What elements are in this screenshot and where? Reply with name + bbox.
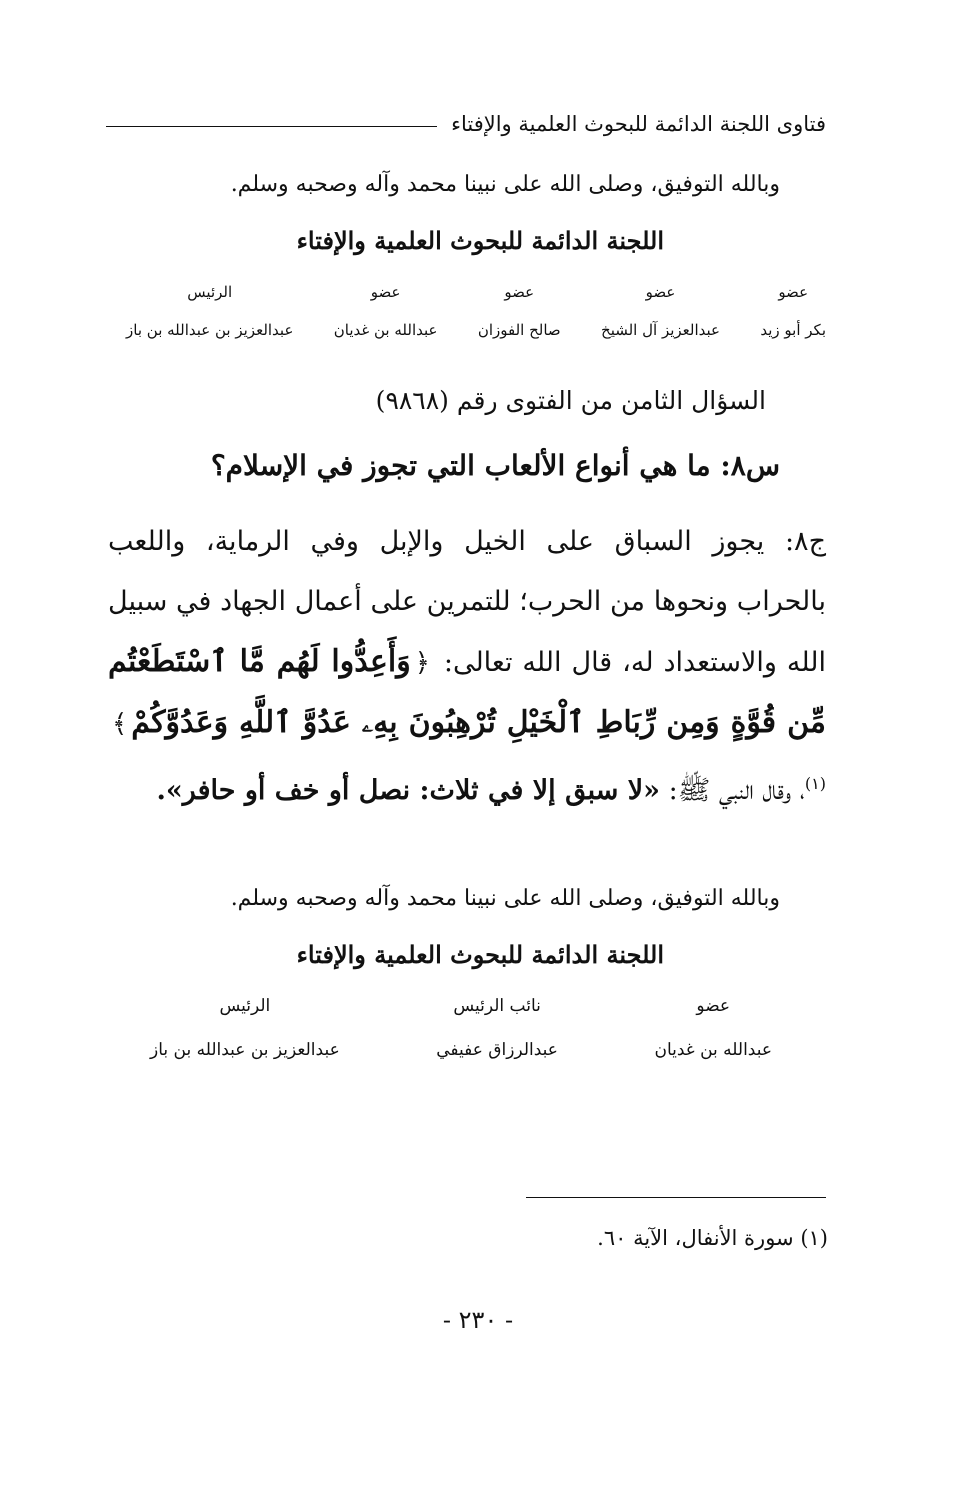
signatory-role: عضو (645, 283, 676, 301)
closing-formula-1: وبالله التوفيق، وصلى الله على نبينا محمد وآله وصحبه وسلم. (230, 172, 780, 197)
signatory-role: عضو (696, 996, 731, 1016)
signatures-block-2 (150, 996, 772, 1060)
signatory (654, 996, 772, 1060)
signatory (126, 283, 293, 339)
signatory (150, 996, 340, 1060)
signatory (601, 283, 720, 339)
signatory-role: عضو (370, 283, 401, 301)
signatory-role: نائب الرئيس (453, 996, 541, 1016)
running-header (106, 104, 826, 144)
signatory-role: الرئيس (219, 996, 271, 1016)
signatory (760, 283, 826, 339)
closing-formula-2: وبالله التوفيق، وصلى الله على نبينا محمد وآله وصحبه وسلم. (230, 886, 780, 911)
committee-name-2: اللجنة الدائمة للبحوث العلمية والإفتاء (296, 940, 664, 969)
signatory-name: عبدالعزيز بن عبدالله بن باز (126, 321, 294, 339)
signatory-role: الرئيس (187, 283, 233, 301)
signatory-name: عبدالعزيز آل الشيخ (601, 321, 720, 339)
signatory-name: عبدالله بن غديان (654, 1040, 772, 1060)
question-text: س٨: ما هي أنواع الألعاب التي تجوز في الإسلام؟ (210, 449, 780, 482)
question-heading: السؤال الثامن من الفتوى رقم (٩٨٦٨) (375, 386, 766, 415)
hadith-quote: «لا سبق إلا في ثلاث: نصل أو خف أو حافر». (156, 775, 661, 806)
signatory-role: عضو (504, 283, 535, 301)
signatory (436, 996, 558, 1060)
quran-verse: وَأَعِدُّوا لَهُم مَّا ٱسْتَطَعْتُم مِّن قُوَّةٍ وَمِن رِّبَاطِ ٱلْخَيْلِ تُرْهِبُونَ بِهِۦ عَدُوَّ ٱللَّهِ وَعَدُوَّكُمْ (108, 644, 826, 740)
signatures-block-1 (126, 283, 826, 339)
header-rule (106, 126, 437, 127)
page-number: - ٢٣٠ - (442, 1306, 514, 1334)
signatory (478, 283, 561, 339)
verse-open-bracket: ﴿ (414, 648, 430, 678)
signatory (334, 283, 438, 339)
answer-intro: ج٨: يجوز السباق على الخيل والإبل وفي الرماية، واللعب بالحراب ونحوها من الحرب؛ للتمرين على أعمال الجهاد في سبيل الله والاستعداد له، قال الله تعالى: (108, 526, 826, 678)
verse-close-bracket: ﴾ (112, 709, 128, 739)
signatory-name: بكر أبو زيد (760, 321, 826, 339)
signatory-name: عبدالرزاق عفيفي (436, 1040, 558, 1060)
footnote: (١) سورة الأنفال، الآية ٦٠. (597, 1226, 828, 1250)
signatory-name: صالح الفوزان (477, 321, 561, 339)
answer-connector: ، وقال النبي ﷺ: (668, 775, 805, 806)
running-header-title: فتاوى اللجنة الدائمة للبحوث العلمية والإفتاء (451, 112, 826, 136)
answer-paragraph (108, 512, 826, 821)
signatory-name: عبدالله بن غديان (333, 321, 438, 339)
footnote-reference: (١) (804, 774, 826, 793)
signatory-role: عضو (778, 283, 809, 301)
signatory-name: عبدالعزيز بن عبدالله بن باز (150, 1040, 340, 1060)
footnote-separator (526, 1197, 826, 1198)
committee-name-1: اللجنة الدائمة للبحوث العلمية والإفتاء (296, 226, 664, 255)
